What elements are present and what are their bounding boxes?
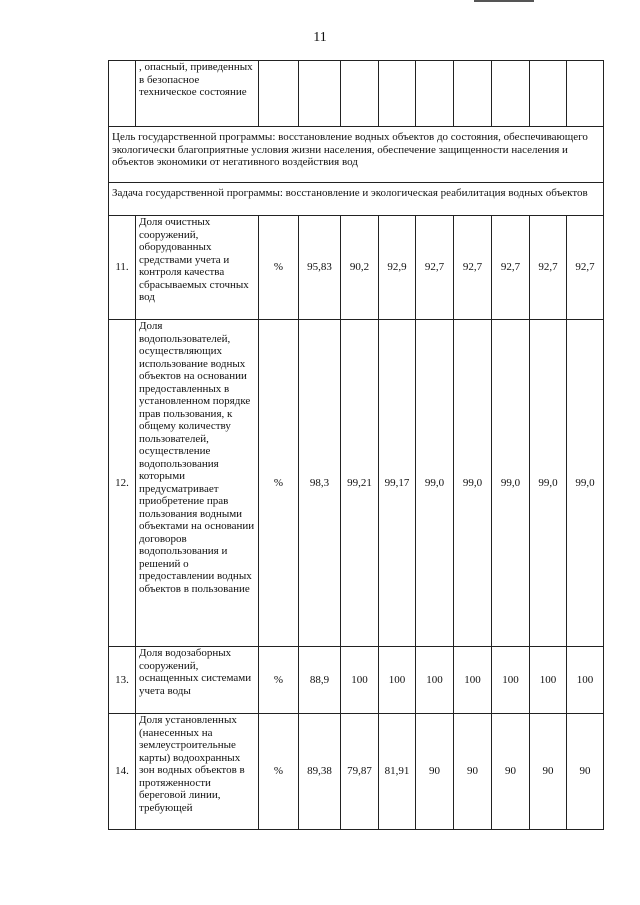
goal-row bbox=[109, 127, 604, 183]
value-cell: 99,0 bbox=[492, 320, 530, 647]
indicators-table bbox=[108, 60, 604, 830]
value-cell: 90,2 bbox=[341, 216, 379, 320]
value-cell: 100 bbox=[492, 647, 530, 714]
value-cell: 100 bbox=[341, 647, 379, 714]
indicator-name: Доля водопользователей, осуществляющих использование водных объектов на основании предоставленных в установленном порядке прав пользования, к общему количеству пользователей, осуществление водопользования которыми предусматривает приобретение прав пользования водными объектами на основании договоров водопользования и решений о предоставлении водных объектов в пользование bbox=[136, 320, 259, 647]
row-number: 14. bbox=[109, 714, 136, 830]
row-number: 13. bbox=[109, 647, 136, 714]
task-row bbox=[109, 183, 604, 216]
value-cell: 100 bbox=[454, 647, 492, 714]
value-cell: 90 bbox=[492, 714, 530, 830]
value-cell: 90 bbox=[567, 714, 604, 830]
table-row bbox=[109, 714, 604, 830]
value-cell: 88,9 bbox=[299, 647, 341, 714]
page-number: 11 bbox=[313, 30, 327, 45]
value-cell: 99,0 bbox=[454, 320, 492, 647]
value-cell: 89,38 bbox=[299, 714, 341, 830]
row-number: 12. bbox=[109, 320, 136, 647]
value-cell: 90 bbox=[416, 714, 454, 830]
value-cell: 95,83 bbox=[299, 216, 341, 320]
indicator-name: Доля очистных сооружений, оборудованных средствами учета и контроля качества сбрасываемых сточных вод bbox=[136, 216, 259, 320]
indicator-name: , опасный, приведенных в безопасное техническое состояние bbox=[136, 61, 259, 127]
value-cell: 90 bbox=[454, 714, 492, 830]
unit-cell: % bbox=[259, 320, 299, 647]
value-cell: 99,0 bbox=[567, 320, 604, 647]
value-cell: 100 bbox=[416, 647, 454, 714]
value-cell: 100 bbox=[530, 647, 567, 714]
value-cell: 100 bbox=[379, 647, 416, 714]
unit-cell: % bbox=[259, 714, 299, 830]
value-cell: 92,7 bbox=[567, 216, 604, 320]
value-cell: 92,7 bbox=[492, 216, 530, 320]
value-cell: 90 bbox=[530, 714, 567, 830]
top-edge-mark bbox=[474, 0, 534, 2]
value-cell: 92,9 bbox=[379, 216, 416, 320]
program-goal: Цель государственной программы: восстановление водных объектов до состояния, обеспечивающего экологически благоприятные условия жизни населения, обеспечение защищенности населения и объектов экономики от негативного воздействия вод bbox=[109, 127, 604, 183]
value-cell: 99,17 bbox=[379, 320, 416, 647]
value-cell: 99,21 bbox=[341, 320, 379, 647]
value-cell: 98,3 bbox=[299, 320, 341, 647]
indicator-name: Доля водозаборных сооружений, оснащенных системами учета воды bbox=[136, 647, 259, 714]
row-number: 11. bbox=[109, 216, 136, 320]
indicator-name: Доля установленных (нанесенных на землеустроительные карты) водоохранных зон водных объектов в протяженности береговой линии, требующей bbox=[136, 714, 259, 830]
table-row bbox=[109, 647, 604, 714]
value-cell: 92,7 bbox=[416, 216, 454, 320]
value-cell: 79,87 bbox=[341, 714, 379, 830]
table-row bbox=[109, 320, 604, 647]
value-cell: 100 bbox=[567, 647, 604, 714]
value-cell: 99,0 bbox=[416, 320, 454, 647]
value-cell: 81,91 bbox=[379, 714, 416, 830]
value-cell: 92,7 bbox=[454, 216, 492, 320]
value-cell: 92,7 bbox=[530, 216, 567, 320]
unit-cell: % bbox=[259, 216, 299, 320]
value-cell: 99,0 bbox=[530, 320, 567, 647]
program-task: Задача государственной программы: восстановление и экологическая реабилитация водных объектов bbox=[109, 183, 604, 216]
table-row bbox=[109, 61, 604, 127]
table-row bbox=[109, 216, 604, 320]
unit-cell: % bbox=[259, 647, 299, 714]
